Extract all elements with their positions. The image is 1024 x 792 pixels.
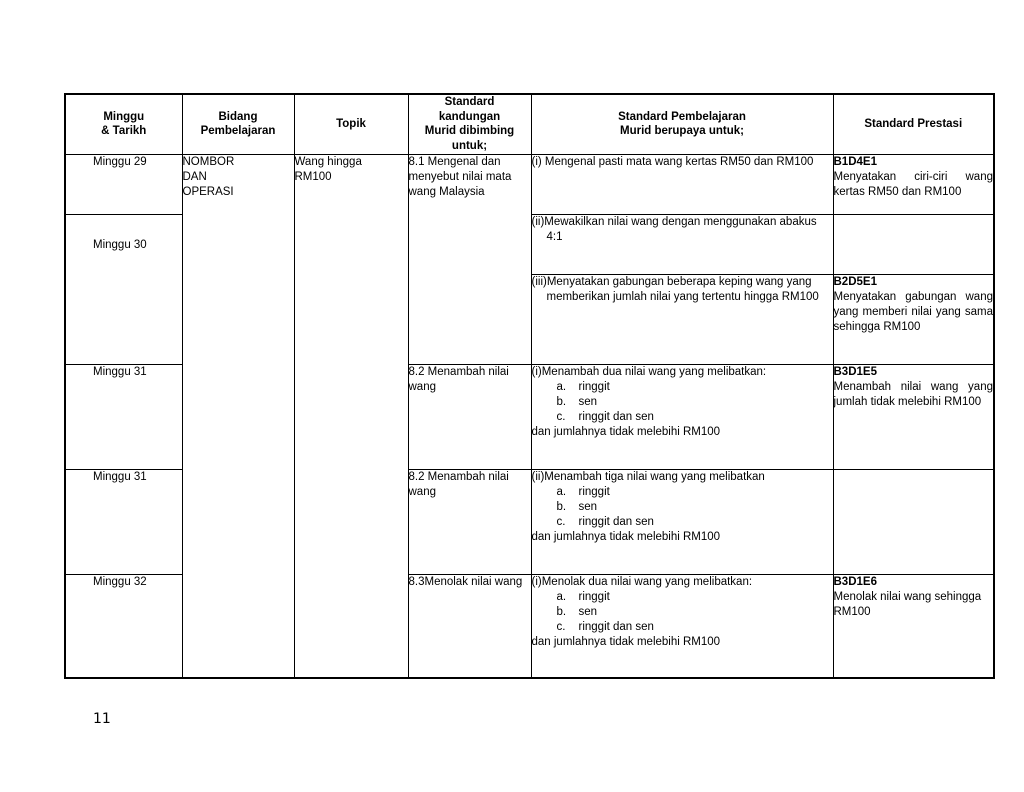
prestasi-cell: B3D1E5 Menambah nilai wang yang jumlah tidak melebihi RM100 bbox=[833, 364, 994, 469]
prestasi-cell: B3D1E6 Menolak nilai wang sehingga RM100 bbox=[833, 574, 994, 678]
kandungan-cell: 8.2 Menambah nilai wang bbox=[408, 469, 531, 574]
page-number: 11 bbox=[93, 711, 111, 727]
week-cell: Minggu 32 bbox=[65, 574, 182, 678]
prestasi-code: B3D1E5 bbox=[833, 365, 877, 378]
kandungan-cell: 8.3Menolak nilai wang bbox=[408, 574, 531, 678]
header-bidang: Bidang Pembelajaran bbox=[182, 94, 294, 154]
prestasi-cell bbox=[833, 469, 994, 574]
topik-cell: Wang hingga RM100 bbox=[294, 154, 408, 678]
prestasi-code: B3D1E6 bbox=[833, 575, 877, 588]
bidang-cell: NOMBOR DAN OPERASI bbox=[182, 154, 294, 678]
header-minggu: Minggu & Tarikh bbox=[65, 94, 182, 154]
prestasi-code: B1D4E1 bbox=[833, 155, 877, 168]
header-kandungan: Standard kandungan Murid dibimbing untuk; bbox=[408, 94, 531, 154]
sp-cell: (i)Menolak dua nilai wang yang melibatkan: a. ringgit b. sen c. ringgit dan sen dan jumlahnya tidak melebihi RM100 bbox=[531, 574, 833, 678]
table-row bbox=[65, 154, 994, 214]
week-cell: Minggu 31 bbox=[65, 364, 182, 469]
week-cell: Minggu 29 bbox=[65, 154, 182, 214]
kandungan-cell: 8.2 Menambah nilai wang bbox=[408, 364, 531, 469]
prestasi-code: B2D5E1 bbox=[833, 275, 877, 288]
header-topik: Topik bbox=[294, 94, 408, 154]
sp-cell: (i)Menambah dua nilai wang yang melibatkan: a. ringgit b. sen c. ringgit dan sen dan jumlahnya tidak melebihi RM100 bbox=[531, 364, 833, 469]
sp-cell: (ii)Mewakilkan nilai wang dengan menggunakan abakus 4:1 bbox=[531, 214, 833, 274]
week-cell: Minggu 30 bbox=[65, 214, 182, 364]
header-prestasi: Standard Prestasi bbox=[833, 94, 994, 154]
kandungan-cell: 8.1 Mengenal dan menyebut nilai mata wang Malaysia bbox=[408, 154, 531, 364]
sp-cell: (iii)Menyatakan gabungan beberapa keping wang yang memberikan jumlah nilai yang tertentu hingga RM100 bbox=[531, 274, 833, 364]
prestasi-cell: B1D4E1 Menyatakan ciri-ciri wang kertas RM50 dan RM100 bbox=[833, 154, 994, 214]
sp-cell: (i) Mengenal pasti mata wang kertas RM50 dan RM100 bbox=[531, 154, 833, 214]
header-pembelajaran: Standard Pembelajaran Murid berupaya untuk; bbox=[531, 94, 833, 154]
prestasi-cell: B2D5E1 Menyatakan gabungan wang yang memberi nilai yang sama sehingga RM100 bbox=[833, 274, 994, 364]
sp-cell: (ii)Menambah tiga nilai wang yang melibatkan a. ringgit b. sen c. ringgit dan sen dan jumlahnya tidak melebihi RM100 bbox=[531, 469, 833, 574]
lesson-plan-table bbox=[64, 93, 995, 679]
week-cell: Minggu 31 bbox=[65, 469, 182, 574]
header-row bbox=[65, 94, 994, 154]
prestasi-cell bbox=[833, 214, 994, 274]
